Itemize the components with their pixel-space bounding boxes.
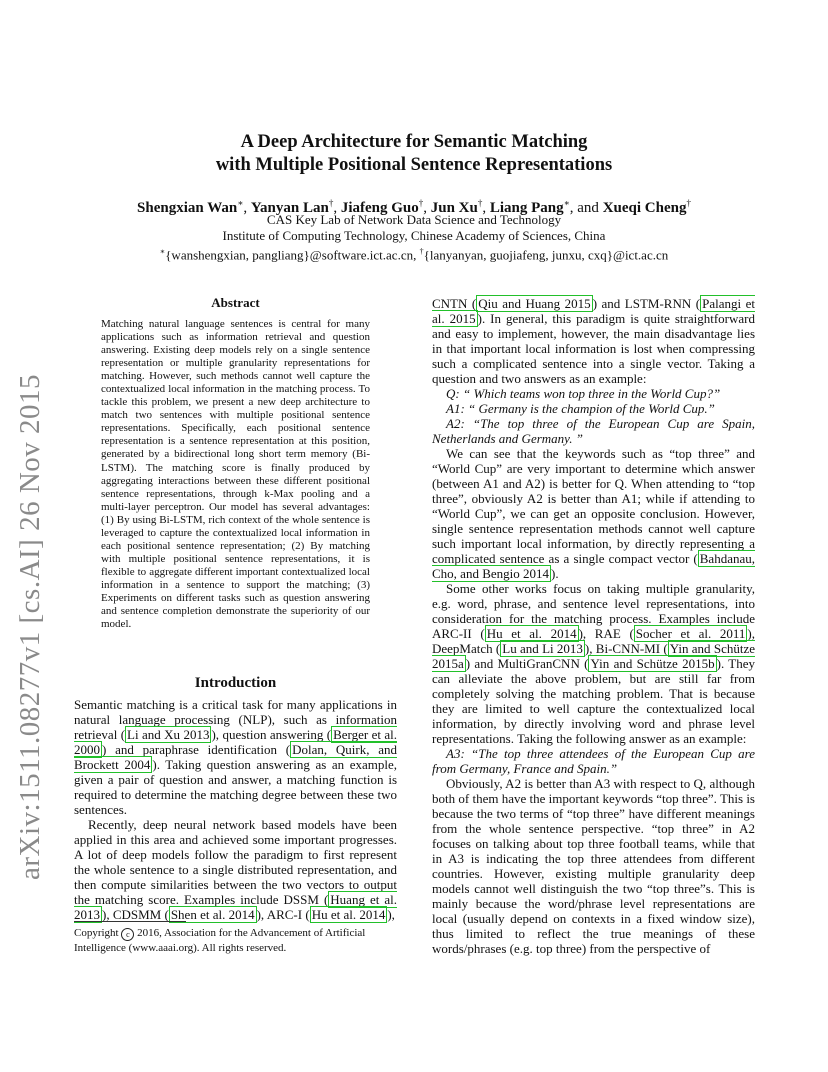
author-name: Liang Pang — [489, 200, 564, 216]
author-name: Xueqi Cheng — [602, 200, 687, 216]
example-answer-a2: A2: “The top three of the European Cup are Spain, Netherlands and Germany. ” — [432, 416, 756, 446]
arxiv-identifier: arXiv:1511.08277v1 [cs.AI] 26 Nov 2015 — [14, 373, 46, 880]
introduction-body — [74, 697, 397, 922]
author-mark: † — [477, 198, 483, 208]
author-mark: ∗ — [563, 198, 570, 208]
copyright-symbol: c — [121, 928, 134, 941]
paper-title — [0, 131, 828, 177]
title-line-2: with Multiple Positional Sentence Representations — [215, 155, 613, 175]
citation-link[interactable]: Socher et al. 2011 — [635, 626, 746, 641]
example-question: Q: “ Which teams won top three in the World Cup?” — [446, 386, 721, 401]
paragraph-granularity: Some other works focus on taking multiple granularity, e.g. word, phrase, and sentence level representations, into consideration for the matching process. Examples include ARC-II ( Hu et al. 2014 ), RAE ( Socher et al. 2011 ), DeepMatch ( Lu and Li 2013 ), Bi-CNN-MI ( Yin and Schütze 2015a ) and MultiGranCNN ( Yin and Schütze 2015b ). They can alleviate the above problem, but are still far from completely solving the matching problem. That is because they are limited to well capture the contextualized local information, by directly involving word and phrase level representations. Taking the following answer as an example: — [432, 581, 755, 746]
author-name: Yanyan Lan — [250, 200, 329, 216]
footnote-rule — [74, 921, 186, 922]
citation-link[interactable]: Hu et al. 2014 — [311, 907, 386, 922]
abstract-text: Matching natural language sentences is central for many applications such as information retrieval and question answering. Existing deep models rely on a single sentence representation or multiple granularity representations for matching. However, such methods cannot well capture the contextualized local information in the matching process. To tackle this problem, we present a new deep architecture to match two sentences with multiple positional sentence representations. Specifically, each positional sentence representation is a sentence representation at this position, generated by a bidirectional long short term memory (Bi-LSTM). The matching score is finally produced by aggregating interactions between these different positional sentence representations, through k-Max pooling and a multi-layer perceptron. Our model has several advantages: (1) By using Bi-LSTM, rich context of the whole sentence is leveraged to capture the contextualized local information in each positional sentence representation; (2) By matching with multiple positional sentence representations, it is flexible to aggregate different important contextualized local information in a sentence to support the matching; (3) Experiments on different tasks such as question answering and sentence completion demonstrate the superiority of our model. — [101, 318, 370, 631]
author-emails: ∗{wanshengxian, pangliang}@software.ict.ac.cn, †{lanyanyan, guojiafeng, junxu, cxq}@ict.ac.cn — [159, 247, 669, 263]
citation-link[interactable]: Bahdanau, Cho, and Bengio 2014 — [432, 551, 755, 581]
citation-link[interactable]: Palangi et al. 2015 — [432, 296, 755, 326]
author-name: Shengxian Wan — [137, 200, 238, 216]
title-line-1: A Deep Architecture for Semantic Matching — [240, 132, 588, 152]
email-group-2: {lanyanyan, guojiafeng, junxu, cxq}@ict.ac.cn — [423, 247, 669, 263]
citation-link[interactable]: Shen et al. 2014 — [170, 907, 255, 922]
citation-link[interactable]: Huang et al. 2013 — [74, 892, 397, 922]
introduction-heading: Introduction — [194, 675, 277, 691]
citation-link[interactable]: Dolan, Quirk, and Brockett 2004 — [74, 742, 397, 772]
citation-link[interactable]: Qiu and Huang 2015 — [478, 296, 591, 311]
copyright-notice: Copyright c 2016, Association for the Advancement of Artificial Intelligence (www.aaai.org). All rights reserved. — [74, 927, 366, 954]
author-mark: ∗ — [237, 198, 244, 208]
citation-link[interactable]: Yin and Schütze 2015b — [590, 656, 715, 671]
citation-link[interactable]: Lu and Li 2013 — [502, 641, 583, 656]
author-mark: † — [328, 198, 334, 208]
right-column-body — [432, 296, 755, 956]
example-answer-a1: A1: “ Germany is the champion of the World Cup.” — [446, 401, 715, 416]
affiliation-line-2: Institute of Computing Technology, Chinese Academy of Sciences, China — [222, 228, 606, 243]
citation-link[interactable]: Yin and Schütze 2015a — [432, 641, 755, 671]
citation-link[interactable]: Li and Xu 2013 — [127, 727, 210, 742]
paragraph-cntn: CNTN ( Qiu and Huang 2015 ) and LSTM-RNN ( Palangi et al. 2015 ). In general, this paradigm is quite straightforward and easy to implement, however, the main disadvantage lies in that important local information is lost when compressing such a complicated sentence into a single vector. Taking a question and two answers as an example: — [432, 296, 755, 386]
intro-paragraph-1: Semantic matching is a critical task for many applications in natural language processing (NLP), such as information retrieval ( Li and Xu 2013 ), question answering ( Berger et al. 2000 ) and paraphrase identification ( Dolan, Quirk, and Brockett 2004 ). Taking question answering as an example, given a pair of question and answer, a matching function is required to determine the matching degree between these two sentences. — [74, 697, 398, 817]
email-group-1: {wanshengxian, pangliang}@software.ict.ac.cn, — [165, 247, 417, 263]
citation-link[interactable]: Berger et al. 2000 — [74, 727, 398, 757]
paragraph-comparison: Obviously, A2 is better than A3 with respect to Q, although both of them have the important keywords “top three”. This is because the two terms of “top three” have different meanings from the whole sentence perspective. “top three” in A2 focuses on talking about top three football teams, while that in A3 is indicating the top three attendees from different countries. However, existing multiple granularity deep models cannot well distinguish the two “top three”s. This is mainly because the word/phrase level representations are local (usually depend on contexts in a fixed window size), thus limited to reflect the true meanings of these words/phrases (e.g. top three) from the perspective of — [432, 776, 755, 956]
example-answer-a3: A3: “The top three attendees of the European Cup are from Germany, France and Spain.” — [432, 746, 755, 776]
abstract-heading: Abstract — [211, 295, 260, 310]
paragraph-keywords: We can see that the keywords such as “top three” and “World Cup” are very important to determine which answer (between A1 and A2) is better for Q. When attending to “top three”, obviously A2 is better than A1; while if attending to “World Cup”, we can get an opposite conclusion. However, single sentence representation methods cannot well capture such important local information, by directly representing a complicated sentence as a single compact vector ( Bahdanau, Cho, and Bengio 2014 ). — [432, 446, 755, 581]
author-mark: † — [686, 198, 691, 208]
intro-paragraph-2: Recently, deep neural network based models have been applied in this area and achieved some important progresses. A lot of deep models follow the paradigm to first represent the whole sentence to a single distributed representation, and then compute similarities between the two vectors to output the matching score. Examples include DSSM ( Huang et al. 2013 ), CDSMM ( Shen et al. 2014 ), ARC-I ( Hu et al. 2014 ), — [74, 817, 397, 922]
affiliation-line-1: CAS Key Lab of Network Data Science and Technology — [266, 212, 562, 227]
author-list: Shengxian Wan∗, Yanyan Lan†, Jiafeng Guo†, Jun Xu†, Liang Pang∗, and Xueqi Cheng† — [137, 198, 691, 216]
author-name: Jun Xu — [430, 200, 478, 216]
citation-link[interactable]: Hu et al. 2014 — [486, 626, 577, 641]
author-mark: † — [418, 198, 424, 208]
author-name: Jiafeng Guo — [340, 200, 419, 216]
